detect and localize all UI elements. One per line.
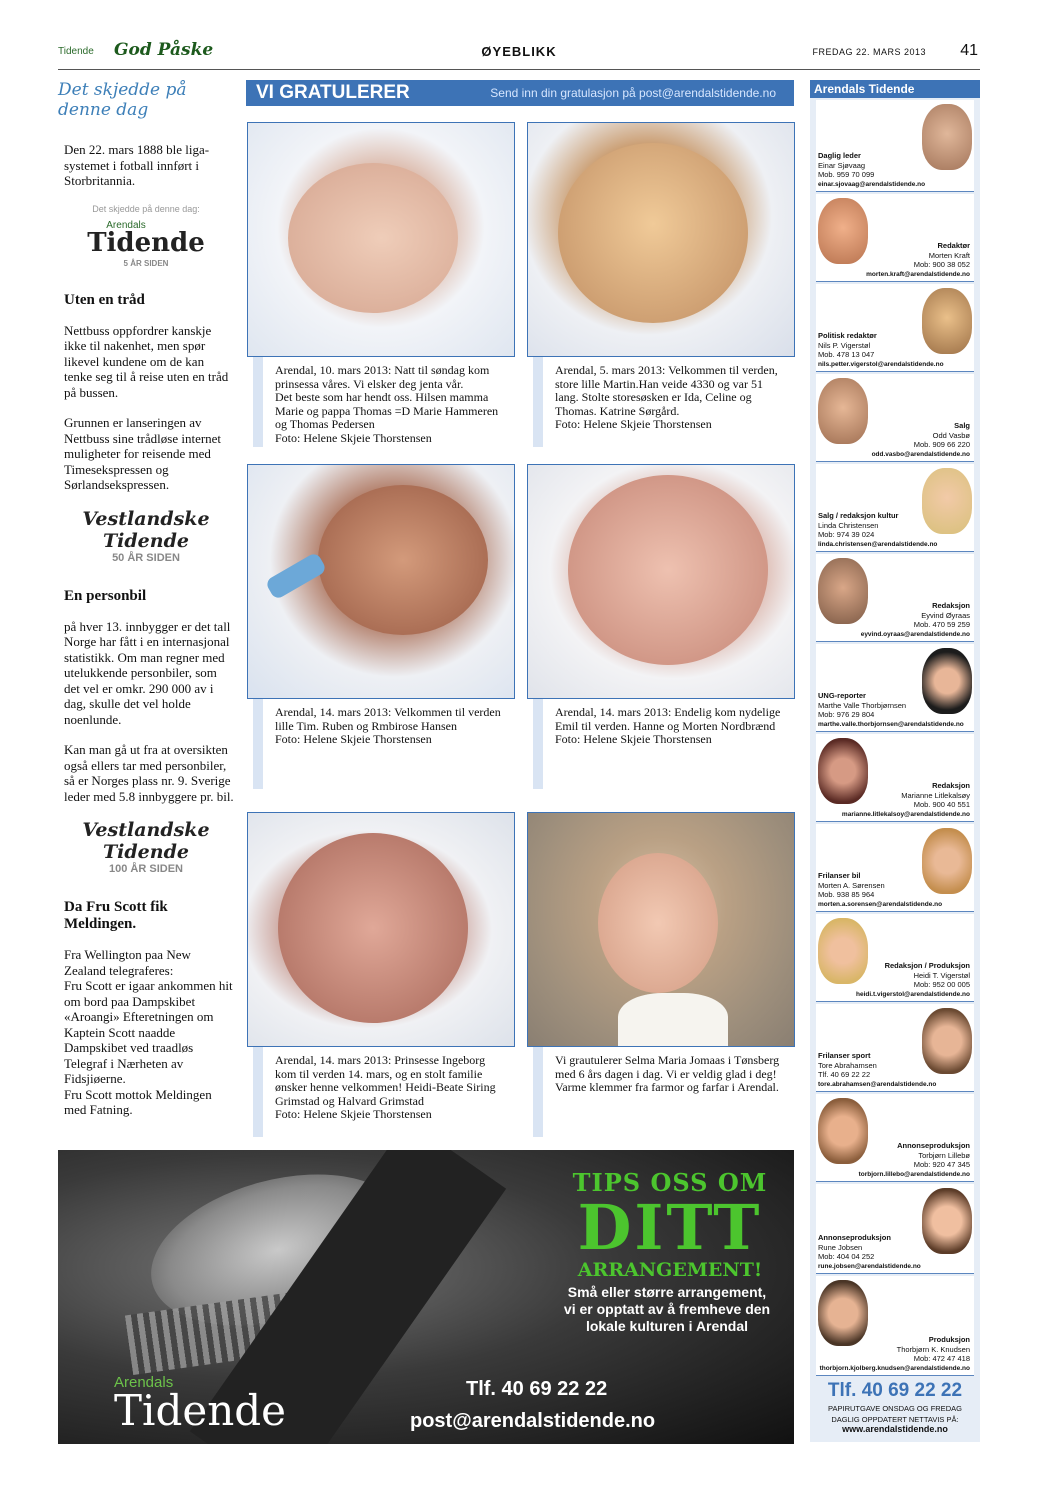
ad-email[interactable]: post@arendalstidende.no xyxy=(410,1410,656,1432)
staff-card: Redaksjon Marianne Litlekalsøy Mob. 900 40 551 marianne.litlekalsoy@arendalstidende.no xyxy=(816,734,974,822)
congrats-caption: Vi grautulerer Selma Maria Jomaas i Tønsberg med 6 års dagen i dag. Vi er veldig glad i deg! Varme klemmer fra farmor og farfar i Arendal. xyxy=(555,1053,780,1094)
congrats-caption: Arendal, 5. mars 2013: Velkommen til verden, store lille Martin.Han veide 4330 og var 51 lang. Stolte storesøsken er Ida, Celine og Thomas. Katrine Sørgård. Foto: Helene Skjeie Thorstensen xyxy=(555,363,778,431)
source-note: Det skjedde på denne dag: xyxy=(92,203,200,214)
arendals-tidende-logo: Arendals Tidende xyxy=(114,1374,286,1435)
baby-photo xyxy=(247,812,515,1047)
ad-phone: Tlf. 40 69 22 22 xyxy=(466,1378,608,1400)
story-text: på hver 13. innbygger er det tall Norge har fått i en internasjonal statistikk. Om man regner med utelukkende personbiler, som det vel er omkr. 290 000 av i dag, skulle det vel holde noenlunde. xyxy=(64,618,231,727)
staff-card: Frilanser sport Tore Abrahamsen Tlf. 40 69 22 22 tore.abrahamsen@arendalstidende.no xyxy=(816,1004,974,1092)
history-column xyxy=(58,80,234,1133)
staff-column xyxy=(810,80,980,1442)
vestlandske-tidende-logo: Vestlandske Tidende xyxy=(82,507,210,552)
story-title: Da Fru Scott fik Meldingen. xyxy=(64,899,168,932)
issue-date: FREDAG 22. MARS 2013 xyxy=(812,47,926,57)
story-text: Fru Scott er igaar ankommen hit om bord paa Dampskibet «Aroangi» Efteretningen om Kaptein Scott naadde Dampskibet ved traadløs Telegraf i Nærheten av Fidsjiøerne. xyxy=(64,978,233,1086)
congrats-card xyxy=(247,122,515,447)
child-photo xyxy=(527,812,795,1047)
congrats-card xyxy=(527,464,795,789)
staff-card: Annonseproduksjon Rune Jobsen Mob: 404 04 252 rune.jobsen@arendalstidende.no xyxy=(816,1184,974,1274)
baby-photo xyxy=(527,122,795,357)
years-ago-100: 100 ÅR SIDEN xyxy=(109,863,183,875)
staff-heading: Arendals Tidende xyxy=(810,80,980,98)
staff-card: Salg / redaksjon kultur Linda Christensen Mob: 974 39 024 linda.christensen@arendalstidende.no xyxy=(816,464,974,552)
congratulations-banner xyxy=(246,80,794,106)
congrats-card xyxy=(527,812,795,1137)
baby-photo xyxy=(247,122,515,357)
story-text: Kan man gå ut fra at oversikten også ellers tar med personbiler, så er Norges plass nr. 9. Sverige leder med 5.8 innbyggere pr. bil. xyxy=(64,742,234,804)
vestlandske-tidende-logo: Vestlandske Tidende xyxy=(82,819,210,863)
congrats-caption: Arendal, 10. mars 2013: Natt til søndag kom prinsessa våres. Vi elsker deg jenta vår. Det beste som har hendt oss. Hilsen mamma Marie og pappa Thomas =D Marie Hammeren og Thomas Pedersen Foto: Helene Skjeie Thorstensen xyxy=(275,363,499,445)
congrats-card xyxy=(247,464,515,789)
story-title: Uten en tråd xyxy=(64,291,145,308)
staff-card: Annonseproduksjon Torbjørn Lillebø Mob: 920 47 345 torbjorn.lillebo@arendalstidende.no xyxy=(816,1094,974,1182)
staff-photo xyxy=(818,198,868,264)
baby-photo xyxy=(247,464,515,699)
event-tips-advertisement xyxy=(58,1150,794,1444)
congrats-card xyxy=(527,122,795,447)
staff-card: Salg Odd Vasbø Mob. 909 66 220 odd.vasbo@arendalstidende.no xyxy=(816,374,974,462)
contact-phone: Tlf. 40 69 22 22 xyxy=(827,1380,963,1401)
baby-photo xyxy=(527,464,795,699)
congrats-card xyxy=(247,812,515,1137)
story-text: Grunnen er lanseringen av Nettbuss sine trådløse internet muligheter for reisende med Timesekspressen og Sørlandsekspressen. xyxy=(64,415,222,492)
staff-card: Produksjon Thorbjørn K. Knudsen Mob: 472 47 418 thorbjorn.kjolberg.knudsen@arendalstidende.no xyxy=(816,1276,974,1376)
congrats-caption: Arendal, 14. mars 2013: Velkommen til verden lille Tim. Ruben og Rmbirose Hansen Foto: Helene Skjeie Thorstensen xyxy=(275,705,501,746)
staff-card: Redaksjon / Produksjon Heidi T. Vigerstøl Mob: 952 00 005 heidi.t.vigerstol@arendalstidende.no xyxy=(816,914,974,1002)
congratulations-subtitle: Send inn din gratulasjon på post@arendalstidende.no xyxy=(490,86,776,100)
arendals-tidende-logo: Arendals Tidende xyxy=(87,219,205,258)
ad-headline: TIPS OSS OM DITT ARRANGEMENT! xyxy=(572,1168,768,1281)
story-text: Fru Scott mottok Meldingen med Fatning. xyxy=(64,1086,212,1117)
congrats-caption: Arendal, 14. mars 2013: Prinsesse Ingeborg kom til verden 14. mars, og en stolt familie ønsker henne velkommen! Heidi-Beate Siring Grimstad og Halvard Grimstad Foto: Helene Skjeie Thorstensen xyxy=(275,1053,496,1121)
page-number: 41 xyxy=(960,42,978,59)
ad-body: Små eller større arrangement, vi er opptatt av å fremheve den lokale kulturen i Arendal xyxy=(563,1284,771,1334)
staff-card: UNG-reporter Marthe Valle Thorbjørnsen Mob: 976 29 804 marthe.valle.thorbjornsen@arendalstidende.no xyxy=(816,644,974,732)
brand-slogan: God Påske xyxy=(114,40,214,60)
story-title: En personbil xyxy=(64,587,147,604)
staff-photo xyxy=(922,1188,972,1254)
staff-photo xyxy=(922,104,972,170)
story-text: Nettbuss oppfordrer kanskje ikke til nakenhet, men spør likevel kundene om de kan tenke seg til å reise uten en tråd på bussen. xyxy=(64,322,229,400)
years-ago-50: 50 ÅR SIDEN xyxy=(112,551,180,564)
staff-photo xyxy=(818,378,868,444)
section-title: ØYEBLIKK xyxy=(481,44,557,59)
staff-card: Daglig leder Einar Sjøvaag Mob. 959 70 099 einar.sjovaag@arendalstidende.no xyxy=(816,100,974,192)
website-link[interactable]: www.arendalstidende.no xyxy=(842,1424,948,1434)
story-text: Fra Wellington paa New Zealand telegraferes: xyxy=(64,947,191,978)
history-intro: Den 22. mars 1888 ble liga-systemet i fotball innført i Storbritannia. xyxy=(64,142,210,188)
congrats-caption: Arendal, 14. mars 2013: Endelig kom nydelige Emil til verden. Hanne og Morten Nordbrænd Foto: Helene Skjeie Thorstensen xyxy=(555,705,781,746)
staff-footer: Tlf. 40 69 22 22 PAPIRUTGAVE ONSDAG OG FREDAG DAGLIG OPPDATERT NETTAVIS PÅ: www.arendalstidende.no xyxy=(810,1380,980,1434)
history-heading: Det skjedde på denne dag xyxy=(58,80,187,120)
page-header xyxy=(58,40,980,70)
years-ago-5: 5 ÅR SIDEN xyxy=(123,258,169,268)
staff-card: Frilanser bil Morten A. Sørensen Mob. 938 85 964 morten.a.sorensen@arendalstidende.no xyxy=(816,824,974,912)
brand-logo: Tidende xyxy=(58,46,94,57)
staff-card: Redaksjon Eyvind Øyraas Mob. 470 59 259 eyvind.oyraas@arendalstidende.no xyxy=(816,554,974,642)
staff-card: Redaktør Morten Kraft Mob: 900 38 052 morten.kraft@arendalstidende.no xyxy=(816,194,974,282)
congratulations-title: VI GRATULERER xyxy=(256,82,410,103)
staff-card: Politisk redaktør Nils P. Vigerstøl Mob. 478 13 047 nils.petter.vigerstol@arendalstidende.no xyxy=(816,284,974,372)
